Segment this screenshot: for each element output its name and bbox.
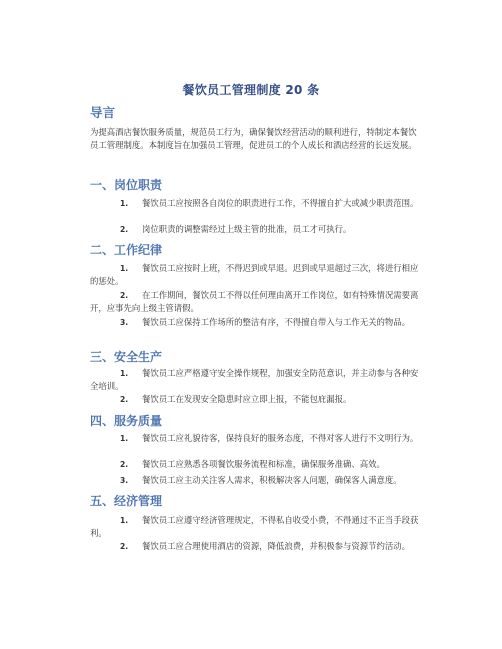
- section-item: [90, 223, 424, 236]
- item-number: 3.: [120, 318, 129, 327]
- section-item: [90, 432, 424, 445]
- intro-heading: 导言: [90, 105, 116, 120]
- section-item: [90, 289, 424, 315]
- intro-paragraph: 为提高酒店餐饮服务质量，规范员工行为，确保餐饮经营活动的顺利进行，特制定本餐饮员工管理制度。本制度旨在加强员工管理，促进员工的个人成长和酒店经营的长远发展。: [90, 127, 417, 150]
- item-text: 餐饮员工应主动关注客人需求，积极解决客人问题，确保客人满意度。: [142, 475, 402, 485]
- item-number: 2.: [120, 395, 129, 404]
- section-item: [90, 540, 424, 553]
- section-item: [90, 197, 424, 210]
- section-heading-responsibilities: 一、岗位职责: [90, 178, 163, 192]
- section-heading-service-quality: 四、服务质量: [90, 414, 163, 428]
- section-item: [90, 514, 424, 540]
- item-text: 餐饮员工应熟悉各项餐饮服务流程和标准，确保服务准确、高效。: [142, 459, 385, 469]
- item-number: 2.: [120, 291, 129, 300]
- item-text: 餐饮员工应礼貌待客，保持良好的服务态度，不得对客人进行不文明行为。: [142, 433, 419, 443]
- item-number: 3.: [120, 476, 129, 485]
- item-text: 餐饮员工应按照各自岗位的职责进行工作，不得擅自扩大或减少职责范围。: [142, 198, 419, 208]
- item-text: 餐饮员工应保持工作场所的整洁有序，不得擅自带入与工作无关的物品。: [142, 317, 410, 327]
- document-title: 餐饮员工管理制度 20 条: [182, 83, 320, 97]
- item-number: 1.: [120, 434, 129, 443]
- section-heading-discipline: 二、工作纪律: [90, 243, 163, 257]
- item-number: 2.: [120, 225, 129, 234]
- section-item: [90, 458, 424, 471]
- item-number: 1.: [120, 199, 129, 208]
- section-heading-safety: 三、安全生产: [90, 350, 163, 364]
- item-text: 餐饮员工应按时上班，不得迟到或早退。迟到或早退超过三次，将进行相应的惩处。: [90, 263, 419, 286]
- section-item: [90, 367, 424, 393]
- item-text: 餐饮员工应遵守经济管理规定，不得私自收受小费，不得通过不正当手段获利。: [90, 515, 419, 538]
- item-number: 2.: [120, 542, 129, 551]
- section-item: [90, 262, 424, 288]
- section-item: [90, 316, 424, 329]
- section-item: [90, 474, 424, 487]
- item-text: 岗位职责的调整需经过上级主管的批准，员工才可执行。: [142, 224, 352, 234]
- item-number: 1.: [120, 369, 129, 378]
- item-text: 餐饮员工应严格遵守安全操作规程，加强安全防范意识，并主动参与各种安全培训。: [90, 368, 419, 391]
- section-item: [90, 393, 424, 406]
- section-heading-economic-management: 五、经济管理: [90, 494, 163, 508]
- item-number: 2.: [120, 460, 129, 469]
- item-text: 在工作期间，餐饮员工不得以任何理由离开工作岗位，如有特殊情况需要离开，应事先向上级主管请假。: [90, 290, 419, 313]
- item-number: 1.: [120, 264, 129, 273]
- item-text: 餐饮员工应合理使用酒店的资源，降低浪费，并积极参与资源节约活动。: [142, 541, 410, 551]
- item-number: 1.: [120, 516, 129, 525]
- item-text: 餐饮员工在发现安全隐患时应立即上报，不能包庇漏报。: [142, 394, 352, 404]
